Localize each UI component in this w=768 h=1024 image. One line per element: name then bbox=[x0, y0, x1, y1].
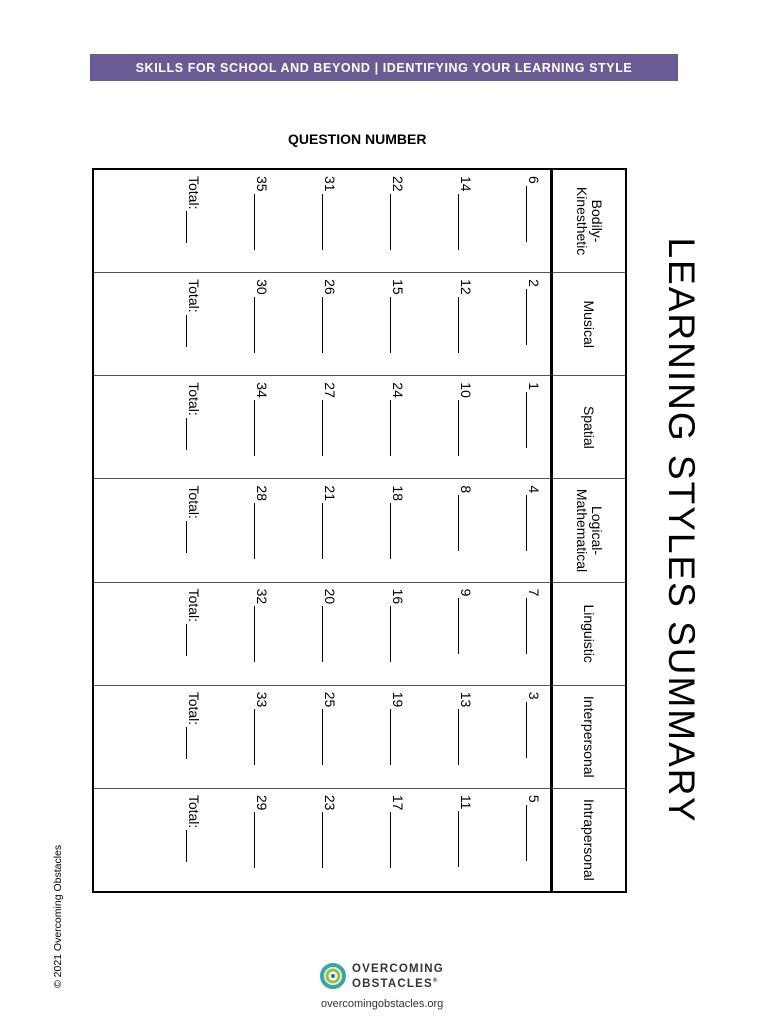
question-entry bbox=[322, 485, 338, 559]
answer-blank[interactable] bbox=[458, 495, 471, 551]
question-entry bbox=[254, 279, 270, 353]
question-entry bbox=[526, 589, 542, 655]
question-entry bbox=[390, 692, 406, 766]
total-entry bbox=[186, 382, 202, 449]
question-number: 3 bbox=[526, 691, 542, 700]
question-number: 35 bbox=[254, 176, 270, 192]
question-number: 33 bbox=[254, 691, 270, 708]
question-number: 18 bbox=[390, 485, 406, 501]
answer-blank[interactable] bbox=[526, 702, 539, 758]
answer-blank[interactable] bbox=[390, 503, 403, 559]
total-blank[interactable] bbox=[186, 418, 199, 450]
answer-blank[interactable] bbox=[390, 194, 403, 250]
question-entry bbox=[526, 176, 542, 242]
total-label: Total: bbox=[186, 279, 202, 313]
question-number: 2 bbox=[526, 279, 542, 287]
question-number: 10 bbox=[458, 382, 474, 398]
overcoming-obstacles-logo bbox=[320, 961, 455, 991]
total-blank[interactable] bbox=[186, 830, 199, 862]
question-number: 34 bbox=[254, 382, 270, 398]
question-number: 12 bbox=[458, 279, 474, 295]
question-number: 9 bbox=[458, 588, 474, 597]
answer-blank[interactable] bbox=[390, 812, 403, 868]
question-number: 31 bbox=[322, 176, 338, 192]
question-entry bbox=[254, 382, 270, 456]
question-entry bbox=[458, 795, 474, 868]
question-entry bbox=[458, 692, 474, 766]
answer-blank[interactable] bbox=[254, 194, 267, 250]
question-entry bbox=[390, 485, 406, 559]
question-entry bbox=[526, 692, 542, 758]
question-entry bbox=[322, 692, 338, 766]
question-entry bbox=[322, 382, 338, 456]
total-label: Total: bbox=[186, 485, 202, 519]
answer-blank[interactable] bbox=[322, 297, 335, 353]
answer-blank[interactable] bbox=[458, 598, 471, 654]
category-heading: Musical bbox=[553, 273, 625, 376]
answer-blank[interactable] bbox=[458, 194, 471, 250]
total-blank[interactable] bbox=[186, 521, 199, 553]
category-column bbox=[94, 479, 550, 582]
total-entry bbox=[186, 176, 202, 243]
total-entry bbox=[186, 795, 202, 862]
question-number: 13 bbox=[458, 691, 474, 708]
answer-blank[interactable] bbox=[322, 400, 335, 456]
answer-blank[interactable] bbox=[254, 812, 267, 868]
question-entry bbox=[254, 589, 270, 663]
question-entries bbox=[94, 170, 550, 891]
question-entry bbox=[526, 485, 542, 551]
logo-wordmark: OVERCOMING OBSTACLES® bbox=[352, 962, 444, 990]
question-number: 22 bbox=[390, 176, 406, 192]
answer-blank[interactable] bbox=[254, 400, 267, 456]
answer-blank[interactable] bbox=[526, 289, 539, 345]
total-blank[interactable] bbox=[186, 727, 199, 759]
category-column bbox=[94, 273, 550, 376]
category-heading: Logical- Mathematical bbox=[553, 479, 625, 582]
answer-blank[interactable] bbox=[458, 297, 471, 353]
question-number: 21 bbox=[322, 485, 338, 501]
question-entry bbox=[458, 176, 474, 250]
question-number: 4 bbox=[526, 485, 542, 494]
total-entry bbox=[186, 589, 202, 656]
question-number: 20 bbox=[322, 588, 338, 605]
category-column bbox=[94, 376, 550, 479]
answer-blank[interactable] bbox=[458, 709, 471, 765]
category-column bbox=[94, 789, 550, 891]
question-number: 14 bbox=[458, 176, 474, 192]
worksheet-title: LEARNING STYLES SUMMARY bbox=[661, 237, 702, 824]
category-heading: Linguistic bbox=[553, 583, 625, 686]
category-heading: Interpersonal bbox=[553, 686, 625, 789]
answer-blank[interactable] bbox=[526, 495, 539, 551]
question-entry bbox=[322, 795, 338, 869]
total-label: Total: bbox=[186, 691, 202, 726]
category-column bbox=[94, 686, 550, 789]
category-heading: Bodily- Kinesthetic bbox=[553, 170, 625, 273]
category-header-row bbox=[550, 170, 625, 891]
question-entry bbox=[254, 176, 270, 250]
header-banner: SKILLS FOR SCHOOL AND BEYOND | IDENTIFYING YOUR LEARNING STYLE bbox=[90, 54, 678, 81]
question-entry bbox=[390, 589, 406, 663]
question-entry bbox=[526, 795, 542, 861]
worksheet-rotated bbox=[92, 168, 702, 893]
question-number: 32 bbox=[254, 588, 270, 605]
total-label: Total: bbox=[186, 588, 202, 623]
question-entry bbox=[390, 176, 406, 250]
question-entry bbox=[254, 692, 270, 766]
answer-blank[interactable] bbox=[390, 297, 403, 353]
category-heading: Intrapersonal bbox=[581, 799, 598, 881]
question-number-label: QUESTION NUMBER bbox=[288, 131, 427, 147]
answer-blank[interactable] bbox=[458, 811, 471, 867]
question-entry bbox=[322, 589, 338, 663]
question-number: 26 bbox=[322, 279, 338, 295]
copyright-text: © 2021 Overcoming Obstacles bbox=[52, 844, 64, 988]
total-entry bbox=[186, 485, 202, 552]
category-heading: Spatial bbox=[553, 376, 625, 479]
question-number: 23 bbox=[322, 794, 338, 811]
question-number: 17 bbox=[390, 794, 406, 811]
question-number: 5 bbox=[526, 794, 542, 803]
answer-blank[interactable] bbox=[526, 598, 539, 654]
question-entry bbox=[390, 382, 406, 456]
question-entry bbox=[390, 795, 406, 869]
answer-blank[interactable] bbox=[322, 194, 335, 250]
total-label: Total: bbox=[186, 176, 202, 210]
total-entry bbox=[186, 279, 202, 346]
answer-blank[interactable] bbox=[526, 392, 539, 448]
answer-blank[interactable] bbox=[322, 606, 335, 662]
answer-blank[interactable] bbox=[254, 297, 267, 353]
answer-blank[interactable] bbox=[390, 400, 403, 456]
question-entry bbox=[254, 795, 270, 869]
total-entry bbox=[186, 692, 202, 759]
question-number: 6 bbox=[526, 176, 542, 184]
question-number: 27 bbox=[322, 382, 338, 398]
total-blank[interactable] bbox=[186, 624, 199, 656]
question-entry bbox=[254, 485, 270, 559]
website-link[interactable]: overcomingobstacles.org bbox=[321, 998, 444, 1010]
answer-blank[interactable] bbox=[322, 709, 335, 765]
answer-blank[interactable] bbox=[390, 709, 403, 765]
answer-blank[interactable] bbox=[526, 805, 539, 861]
question-entry bbox=[458, 382, 474, 456]
question-entry bbox=[390, 279, 406, 353]
answer-blank[interactable] bbox=[254, 709, 267, 765]
category-column bbox=[94, 170, 550, 273]
summary-grid bbox=[92, 168, 627, 893]
answer-blank[interactable] bbox=[322, 812, 335, 868]
total-blank[interactable] bbox=[186, 315, 199, 347]
question-number: 19 bbox=[390, 691, 406, 708]
question-number: 8 bbox=[458, 485, 474, 494]
answer-blank[interactable] bbox=[458, 400, 471, 456]
total-label: Total: bbox=[186, 794, 202, 829]
question-entry bbox=[458, 485, 474, 551]
question-number: 25 bbox=[322, 691, 338, 708]
question-number: 30 bbox=[254, 279, 270, 295]
total-blank[interactable] bbox=[186, 211, 199, 243]
question-number: 28 bbox=[254, 485, 270, 501]
total-label: Total: bbox=[186, 382, 202, 416]
question-number: 29 bbox=[254, 794, 270, 811]
question-entry bbox=[458, 279, 474, 353]
question-entry bbox=[322, 279, 338, 353]
question-number: 1 bbox=[526, 382, 542, 391]
answer-blank[interactable] bbox=[390, 606, 403, 662]
question-number: 11 bbox=[458, 794, 474, 810]
answer-blank[interactable] bbox=[254, 606, 267, 662]
worksheet-inner bbox=[92, 168, 702, 893]
answer-blank[interactable] bbox=[322, 503, 335, 559]
question-number: 16 bbox=[390, 588, 406, 605]
question-entry bbox=[458, 589, 474, 655]
question-number: 7 bbox=[526, 588, 542, 597]
question-number: 24 bbox=[390, 382, 406, 398]
answer-blank[interactable] bbox=[254, 503, 267, 559]
answer-blank[interactable] bbox=[526, 186, 539, 242]
question-entry bbox=[526, 382, 542, 448]
question-entry bbox=[526, 279, 542, 345]
logo-swirl-icon bbox=[320, 963, 346, 989]
category-column bbox=[94, 583, 550, 686]
question-number: 15 bbox=[390, 279, 406, 295]
question-entry bbox=[322, 176, 338, 250]
